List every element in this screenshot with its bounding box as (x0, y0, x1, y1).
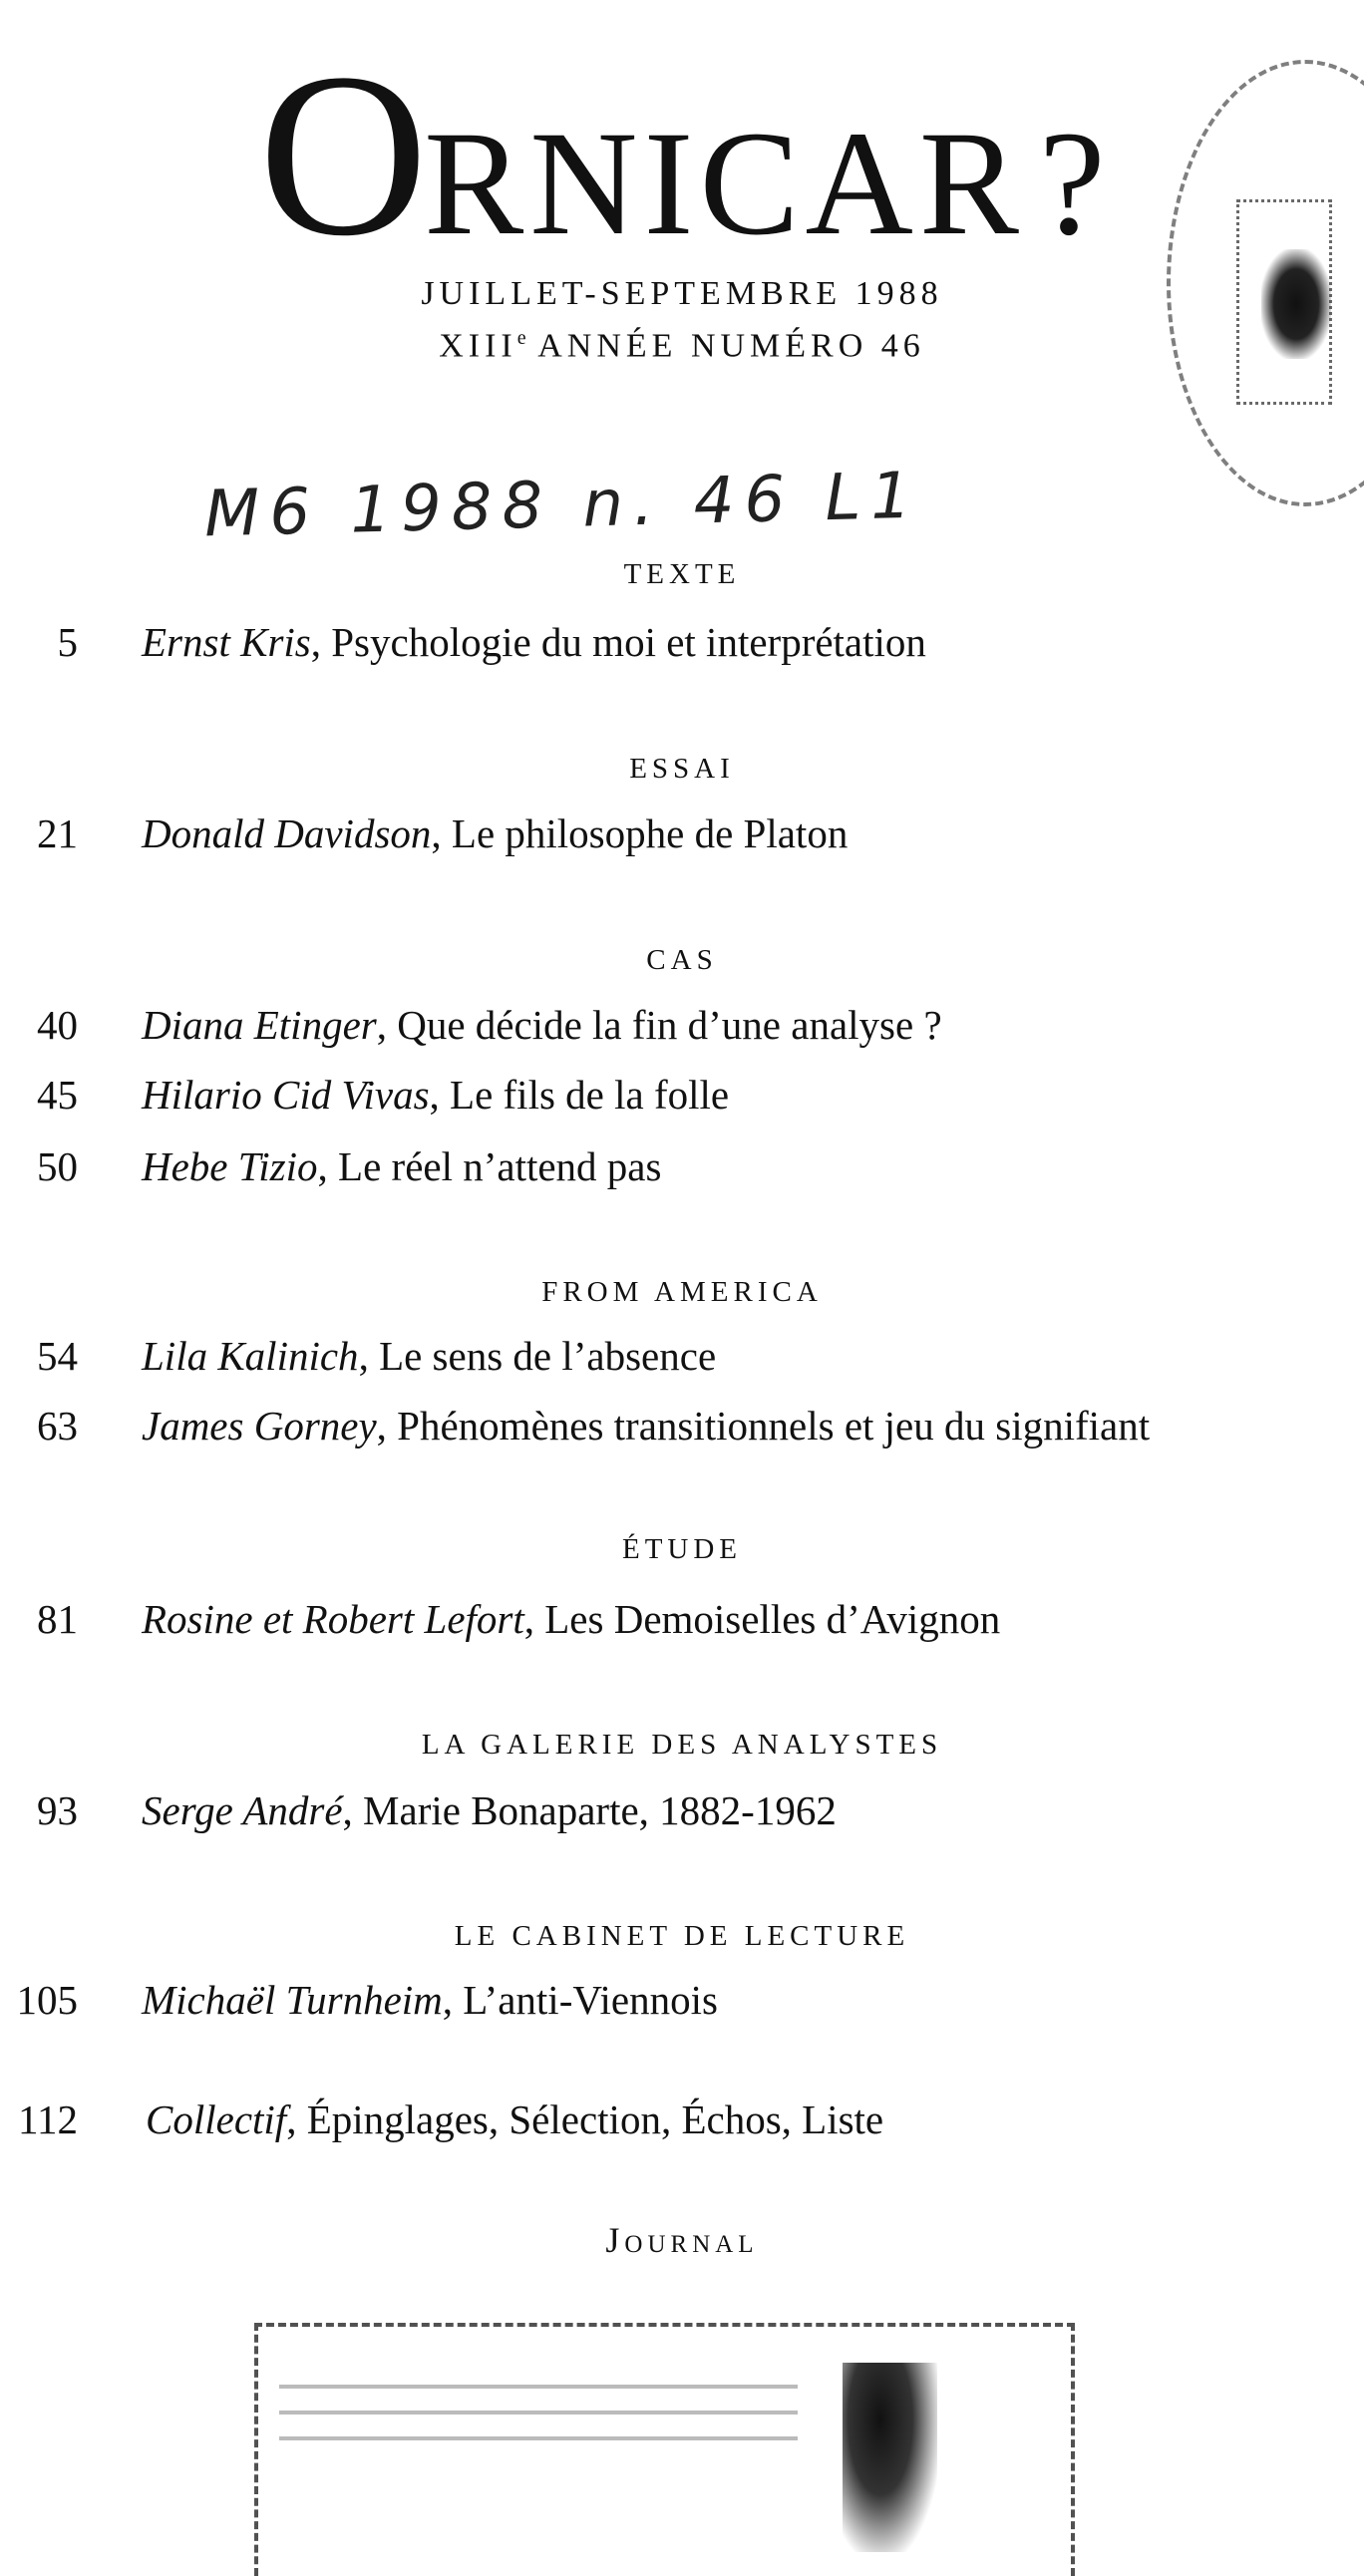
entry-author: Lila Kalinich (142, 1333, 359, 1379)
stamp-ink-blot (843, 2363, 937, 2552)
entry-author: Michaël Turnheim (142, 1977, 443, 2023)
entry-title: Phénomènes transitionnels et jeu du signifiant (397, 1403, 1151, 1449)
entry-title: Le sens de l’absence (379, 1333, 717, 1379)
entry-title: Le philosophe de Platon (451, 810, 849, 856)
entry-page: 54 (37, 1333, 78, 1379)
toc-entry[interactable]: 54 Lila Kalinich, Le sens de l’absence (37, 1333, 717, 1379)
entry-author: James Gorney (142, 1403, 377, 1449)
entry-author: Diana Etinger (142, 1002, 377, 1048)
entry-page: 50 (37, 1143, 78, 1189)
title-rest: RNICAR (424, 101, 1025, 266)
toc-entry[interactable]: 45 Hilario Cid Vivas, Le fils de la folle (37, 1072, 730, 1118)
stamp-faded-text (279, 2363, 798, 2462)
section-heading-essai: ESSAI (629, 753, 735, 785)
entry-page: 45 (37, 1072, 78, 1118)
journal-title (0, 25, 1364, 284)
entry-title: Que décide la fin d’une analyse ? (397, 1002, 942, 1048)
entry-page: 105 (16, 1977, 78, 2023)
entry-page: 63 (37, 1403, 78, 1449)
toc-entry[interactable]: 40 Diana Etinger, Que décide la fin d’une analyse ? (37, 1002, 942, 1048)
entry-title: Psychologie du moi et interprétation (331, 619, 926, 665)
issue-date: JUILLET-SEPTEMBRE 1988 (421, 275, 943, 312)
toc-entry[interactable]: 21 Donald Davidson, Le philosophe de Platon (37, 810, 849, 856)
issue-year-roman: XIII (439, 327, 517, 365)
entry-author: Collectif (146, 2096, 287, 2142)
entry-page: 21 (37, 810, 78, 856)
toc-entry[interactable]: 81 Rosine et Robert Lefort, Les Demoiselles d’Avignon (37, 1596, 1001, 1642)
entry-title: Le fils de la folle (450, 1072, 730, 1118)
entry-author: Serge André (142, 1787, 343, 1833)
entry-author: Donald Davidson (142, 810, 432, 856)
entry-author: Ernst Kris (142, 619, 311, 665)
handwritten-shelfmark: M6 1988 n. 46 L1 (203, 459, 922, 552)
toc-entry[interactable]: 105 Michaël Turnheim, L’anti-Viennois (16, 1977, 718, 2023)
section-heading-from-america: FROM AMERICA (541, 1276, 823, 1308)
toc-entry[interactable]: 63 James Gorney, Phénomènes transitionnels et jeu du signifiant (37, 1403, 1151, 1449)
title-initial: O (258, 25, 425, 284)
toc-entry[interactable]: 112 Collectif, Épinglages, Sélection, Échos, Liste (18, 2096, 884, 2142)
title-question-mark: ? (1038, 101, 1106, 266)
entry-page: 81 (37, 1596, 78, 1642)
entry-title: Les Demoiselles d’Avignon (544, 1596, 1001, 1642)
toc-entry[interactable]: 5 Ernst Kris, Psychologie du moi et interprétation (57, 619, 926, 665)
issue-number-text: ANNÉE NUMÉRO 46 (537, 327, 925, 365)
entry-page: 112 (18, 2096, 78, 2142)
entry-page: 40 (37, 1002, 78, 1048)
entry-title: Épinglages, Sélection, Échos, Liste (306, 2096, 884, 2142)
journal-heading: Journal (605, 2220, 759, 2260)
section-heading-texte: TEXTE (623, 558, 741, 590)
section-heading-cabinet: LE CABINET DE LECTURE (454, 1920, 910, 1952)
entry-title: Marie Bonaparte, 1882-1962 (363, 1787, 837, 1833)
toc-entry[interactable]: 50 Hebe Tizio, Le réel n’attend pas (37, 1143, 662, 1189)
issue-year-superscript: e (516, 327, 526, 349)
issue-number (0, 327, 1364, 365)
section-heading-etude: ÉTUDE (621, 1533, 743, 1565)
entry-author: Rosine et Robert Lefort (142, 1596, 524, 1642)
toc-entry[interactable]: 93 Serge André, Marie Bonaparte, 1882-1962 (37, 1787, 837, 1833)
entry-author: Hebe Tizio (142, 1143, 318, 1189)
entry-page: 93 (37, 1787, 78, 1833)
section-heading-cas: CAS (646, 944, 718, 976)
entry-title: Le réel n’attend pas (338, 1143, 662, 1189)
entry-title: L’anti-Viennois (463, 1977, 718, 2023)
section-heading-galerie: LA GALERIE DES ANALYSTES (421, 1729, 943, 1761)
entry-page: 5 (57, 619, 78, 665)
entry-author: Hilario Cid Vivas (142, 1072, 430, 1118)
